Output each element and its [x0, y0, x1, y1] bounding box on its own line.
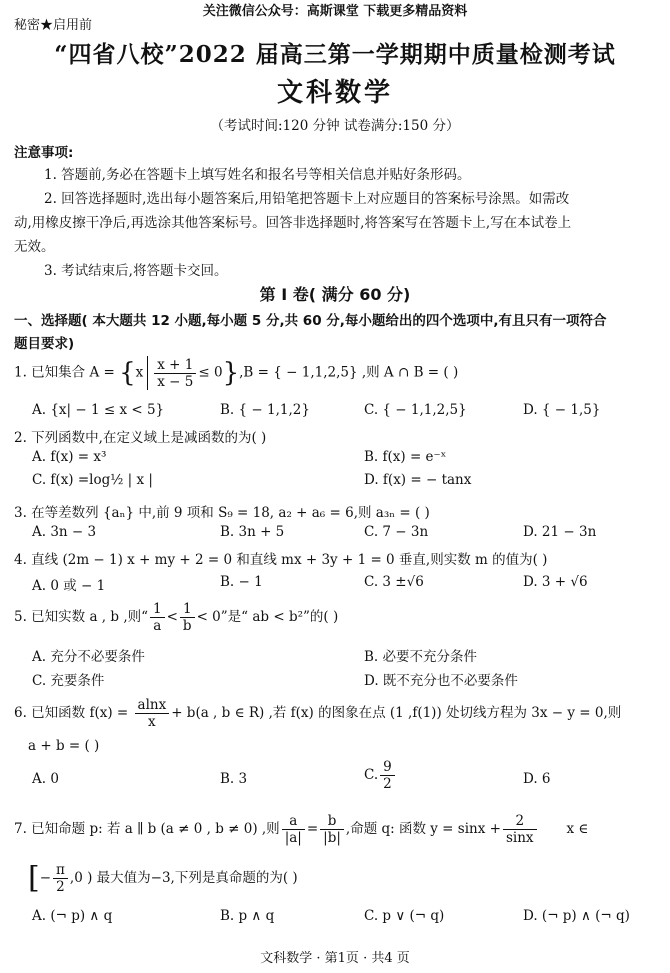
q7-option-b: B. p ∧ q [220, 908, 275, 924]
question-4: 4. 直线 (2m − 1) x + my + 2 = 0 和直线 mx + 3y + 1 = 0 垂直,则实数 m 的值为( ) [14, 552, 548, 568]
q4-option-b: B. − 1 [220, 574, 263, 590]
q2-option-a: A. f(x) = x³ [32, 449, 107, 465]
q1-option-c: C. { − 1,1,2,5} [364, 402, 467, 418]
q3-option-b: B. 3n + 5 [220, 524, 285, 540]
q7-f3-den: sinx [505, 830, 534, 846]
question-1 [14, 356, 458, 390]
q1-num: x + 1 [154, 357, 196, 374]
q2-option-c: C. f(x) =log½ | x | [32, 472, 153, 488]
q5-option-a: A. 充分不必要条件 [32, 649, 145, 665]
q6-c-num: 9 [380, 759, 395, 776]
q3-option-a: A. 3n − 3 [32, 524, 97, 540]
q3-option-c: C. 7 − 3n [364, 524, 429, 540]
q6-line-2: a + b = ( ) [28, 738, 100, 754]
q1-post: ,B = { − 1,1,2,5} ,则 A ∩ B = ( ) [239, 364, 459, 381]
q6-post: + b(a , b ∈ R) ,若 f(x) 的图象在点 (1 ,f(1)) 处切线方程为 3x − y = 0,则 [171, 705, 622, 721]
q1-option-d: D. { − 1,5} [523, 402, 601, 418]
q7-f1-den: |a| [284, 830, 302, 846]
q6-option-b: B. 3 [220, 771, 248, 787]
q1-close-brace: } [222, 358, 240, 388]
q7-f1-num: a [282, 813, 305, 830]
q7-option-a: A. (¬ p) ∧ q [32, 908, 113, 924]
page-footer: 文科数学 · 第1页 · 共4 页 [260, 951, 410, 966]
q5-f1-den: a [153, 618, 162, 634]
q7-f3-num: 2 [503, 813, 537, 830]
q7-eq: = [306, 821, 319, 837]
q6-option-c-fraction [380, 759, 395, 792]
q7-f2-den: |b| [323, 830, 341, 846]
q1-option-b: B. { − 1,1,2} [220, 402, 310, 418]
q7-f2-num: b [320, 813, 344, 830]
q7-frac-1 [282, 813, 305, 846]
q4-option-d: D. 3 + √6 [523, 574, 588, 590]
q6-c-den: 2 [383, 776, 392, 792]
q5-option-b: B. 必要不充分条件 [364, 649, 478, 665]
question-7 [14, 813, 588, 846]
q1-cond: ≤ 0 [198, 364, 223, 381]
q4-option-c: C. 3 ±√6 [364, 574, 424, 590]
q7-pi-fraction [53, 862, 68, 895]
q6-num: alnx [135, 697, 170, 714]
q4-option-a: A. 0 或 − 1 [32, 578, 106, 594]
question-5 [14, 601, 338, 634]
q2-option-b: B. f(x) = e⁻ˣ [364, 449, 447, 465]
q1-pre: 1. 已知集合 A = [14, 364, 120, 381]
part-1-title: 第 I 卷( 满分 60 分) [259, 285, 411, 304]
exam-title: “四省八校”2022 届高三第一学期期中质量检测考试 [54, 41, 616, 68]
q6-den: x [148, 714, 156, 730]
q1-bar [147, 356, 148, 390]
q7-frac-2 [320, 813, 344, 846]
q1-open-brace: { [119, 358, 136, 388]
notes-heading: 注意事项: [14, 145, 74, 161]
question-6 [14, 697, 621, 730]
q7-pi-num: π [53, 862, 68, 879]
q5-f2-num: 1 [180, 601, 195, 618]
q5-frac-1 [150, 601, 165, 634]
note-2-line-1: 2. 回答选择题时,选出每小题答案后,用铅笔把答题卡上对应题目的答案标号涂黑。如需改 [44, 191, 570, 207]
q7-frac-3 [503, 813, 537, 846]
q1-x: x [135, 364, 144, 381]
q3-option-d: D. 21 − 3n [523, 524, 597, 540]
q6-option-c-label: C. [364, 767, 379, 783]
subject-title: 文科数学 [276, 78, 393, 108]
q7-pi-den: 2 [56, 879, 65, 895]
note-2-line-3: 无效。 [14, 239, 55, 255]
q6-option-a: A. 0 [32, 771, 59, 787]
question-3: 3. 在等差数列 {aₙ} 中,前 9 项和 S₉ = 18, a₂ + a₆ = 6,则 a₃ₙ = ( ) [14, 505, 430, 521]
q5-post: < 0”是“ ab < b²”的( ) [196, 609, 339, 625]
q5-option-c: C. 充要条件 [32, 673, 105, 689]
q7-pre: 7. 已知命题 p: 若 a ∥ b (a ≠ 0 , b ≠ 0) ,则 [14, 821, 280, 837]
q1-fraction [154, 357, 196, 390]
section-heading-cont: 题目要求) [14, 336, 75, 352]
note-2-line-2: 动,用橡皮擦干净后,再选涂其他答案标号。回答非选择题时,将答案写在答题卡上,写在本试卷上 [14, 215, 572, 231]
q5-f1-num: 1 [150, 601, 165, 618]
q7-option-c: C. p ∨ (¬ q) [364, 908, 445, 924]
wechat-banner: 关注微信公众号：高斯课堂 下载更多精品资料 [202, 4, 468, 19]
q6-option-d: D. 6 [523, 771, 551, 787]
q7-l2-minus: − [39, 870, 52, 886]
q1-den: x − 5 [157, 373, 194, 390]
q6-pre: 6. 已知函数 f(x) = [14, 705, 133, 721]
note-3: 3. 考试结束后,将答题卡交回。 [44, 263, 228, 279]
q7-line-2 [28, 862, 298, 895]
q6-option-c [364, 759, 397, 792]
q5-lt: < [166, 609, 178, 625]
q7-open-bracket: [ [28, 860, 40, 896]
q1-option-a: A. {x| − 1 ≤ x < 5} [32, 402, 165, 418]
note-1: 1. 答题前,务必在答题卡上填写姓名和报名号等相关信息并贴好条形码。 [44, 167, 471, 183]
q5-frac-2 [180, 601, 195, 634]
question-2: 2. 下列函数中,在定义域上是减函数的为( ) [14, 430, 267, 446]
q7-mid: ,命题 q: 函数 y = sinx + [345, 821, 501, 837]
q7-tail: x ∈ [566, 821, 589, 837]
q2-option-d: D. f(x) = − tanx [364, 472, 472, 488]
secret-label: 秘密★启用前 [14, 18, 93, 33]
exam-meta: （考试时间:120 分钟 试卷满分:150 分） [210, 118, 460, 134]
q7-option-d: D. (¬ p) ∧ (¬ q) [523, 908, 630, 924]
q5-f2-den: b [182, 618, 192, 634]
q5-pre: 5. 已知实数 a , b ,则“ [14, 609, 149, 625]
q5-option-d: D. 既不充分也不必要条件 [364, 673, 518, 689]
q6-fraction [135, 697, 170, 730]
section-heading: 一、选择题( 本大题共 12 小题,每小题 5 分,共 60 分,每小题给出的四个选项中,有且只有一项符合 [14, 313, 607, 329]
q7-l2-post: ,0 ) 最大值为−3,下列是真命题的为( ) [69, 870, 298, 886]
